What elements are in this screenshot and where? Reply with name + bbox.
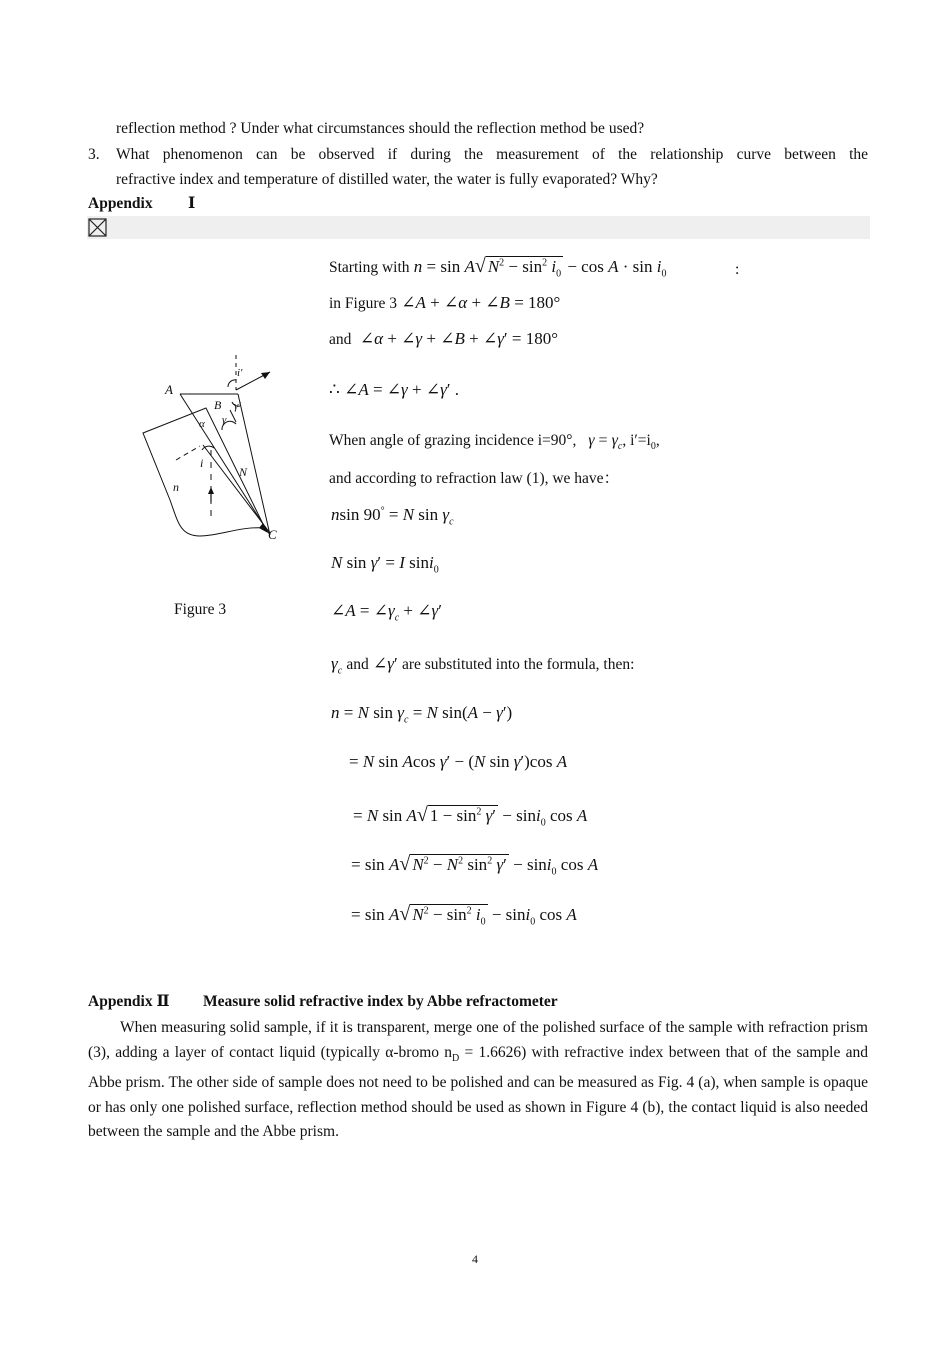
appendix-2-label: Appendix Ⅱ <box>88 993 170 1010</box>
equation-N-sin-gamma-prime: N sin γ′ = I sini$_0$ <box>331 553 439 576</box>
missing-image-icon <box>88 218 108 238</box>
in-figure-text: in Figure 3 <box>329 295 398 312</box>
appendix-1-label: Appendix <box>88 195 153 212</box>
figure-3-caption: Figure 3 <box>174 601 227 618</box>
equation-substitution-line: $\gamma_c$ and ∠γ′ are substituted into the formula, then: <box>331 654 635 677</box>
question-3-line1: What phenomenon can be observed if during the measurement of the relationship curve between the <box>116 146 868 163</box>
starting-with-text: Starting with <box>329 259 410 276</box>
equation-figure-angles: in Figure 3 ∠A + ∠α + ∠B = 180° <box>329 293 561 312</box>
grazing-text: When angle of grazing incidence i=90°, <box>329 432 577 449</box>
i-equals-text: i′=i <box>630 432 651 449</box>
substituted-text: are substituted into the formula, then: <box>401 656 635 673</box>
figure-label-gamma: γ <box>222 414 227 426</box>
i-tail: , <box>655 432 660 449</box>
figure-label-i-prime: i′ <box>237 367 243 379</box>
figure-label-C: C <box>268 527 277 542</box>
equation-step-5: = sin A√ $N^2 - \sin^2 i_0 - \sin i_0$ cos A <box>351 903 577 928</box>
appendix-2-para-part2: = 1.6626) with refractive index between that of the sample and Abbe prism. The other side of sample does not need to be polished and can be measured as Fig. 4 (a), when sample is opaque or has only one polished surface, reflection method should be used as shown in Figure 4 (b), the contact liquid is also needed between the sample and the Abbe prism. <box>88 1043 868 1141</box>
equation-n-sin90: nsin 90° = N $\sin \gamma_c$ <box>331 505 454 528</box>
equation-starting: Starting with n = sin A√ $N^2 - \sin^2 i_0 - \cos A \cdot \sin i_0$ <box>329 255 667 280</box>
figure-3-diagram <box>140 350 300 550</box>
question-2-continuation: reflection method ? Under what circumstances should the reflection method be used? <box>116 120 645 137</box>
figure-label-A: A <box>165 382 173 397</box>
refraction-law-text: and according to refraction law (1), we have： <box>329 470 620 487</box>
comma-text: , <box>622 432 627 449</box>
equation-step-3: = N sin A√ $1 - \sin^2 \gamma' - \sin i_0$ cos A <box>353 804 588 829</box>
equation-angle-sum: and ∠α + ∠γ + ∠B + ∠γ′ = 180° <box>329 329 559 348</box>
equation-therefore: ∴ ∠A = ∠γ + ∠γ′ . <box>329 380 460 399</box>
grazing-incidence-line: When angle of grazing incidence i=90°, $\gamma = \gamma_c$, $i'=i_0$, <box>329 432 660 453</box>
i-sub: 0 <box>650 441 656 453</box>
question-3-line2: refractive index and temperature of distilled water, the water is fully evaporated? Why? <box>116 171 658 188</box>
figure-label-B: B <box>214 398 222 412</box>
question-3-number: 3. <box>88 146 100 163</box>
appendix-2-para-part1: When measuring solid sample, if it is transparent, merge one of the polished surface of the sample with refraction prism (3), adding a layer of contact liquid (typically α-bromo n <box>88 1019 868 1061</box>
figure-label-N: N <box>239 465 248 479</box>
figure-label-gamma-prime: γ′ <box>234 400 241 412</box>
table-placeholder-bar <box>87 216 870 239</box>
figure-label-n: n <box>173 480 179 494</box>
page-number: 4 <box>472 1252 478 1266</box>
appendix-1-numeral: Ⅰ <box>188 195 196 212</box>
equation-angle-A: ∠A = $\angle\gamma_c$ + ∠γ′ <box>331 601 442 624</box>
appendix-2-title: Measure solid refractive index by Abbe refractometer <box>203 993 558 1010</box>
figure-label-alpha: α <box>199 418 205 430</box>
and-word: and <box>346 656 369 673</box>
colon-mark: : <box>735 261 740 278</box>
equation-step-1: n = N $\sin \gamma_c = N$ sin(A − γ′) <box>331 703 513 726</box>
appendix-2-para-sub: D <box>452 1052 460 1064</box>
figure-label-i: i <box>200 456 204 470</box>
and-text: and <box>329 331 352 348</box>
appendix-2-paragraph <box>88 1016 868 1145</box>
equation-step-4: = sin A√ $N^2 - N^2$ $\sin^2 \gamma' - \sin i_0$ cos A <box>351 853 599 878</box>
equation-step-2: = N sin Acos γ′ − (N sin γ′)cos A <box>349 752 568 771</box>
